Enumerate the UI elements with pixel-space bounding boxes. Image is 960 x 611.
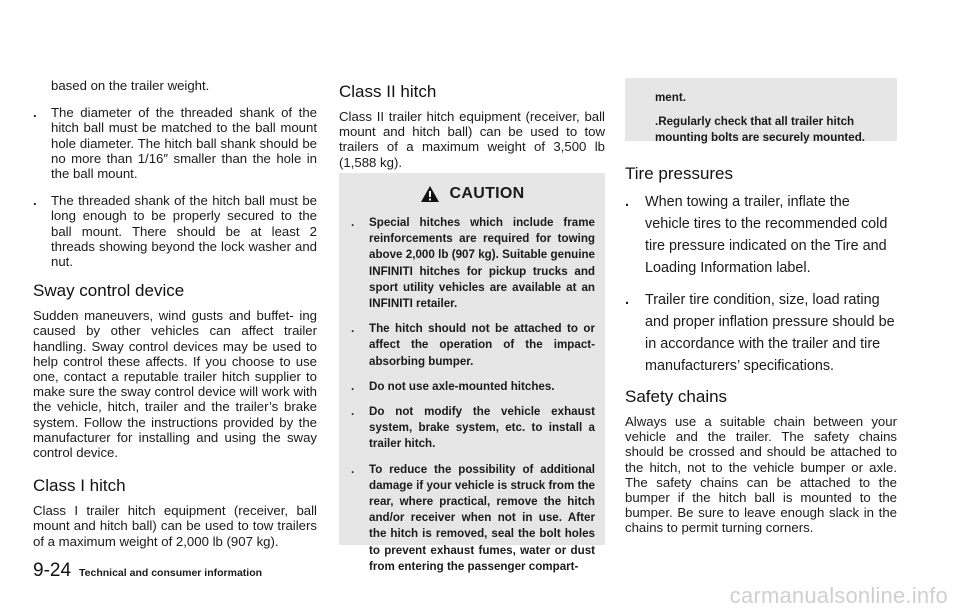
- class-2-hitch-text: Class II trailer hitch equipment (receiver, ball mount and hitch ball) can be used to tow trailers of a maximum weight of 3,500 lb (1,588 kg).: [339, 109, 605, 170]
- caution-continued-text: ment.: [655, 91, 686, 104]
- middle-column: [339, 78, 605, 170]
- bullet-icon: .: [351, 216, 355, 229]
- page-number: 9-24: [33, 560, 72, 581]
- tire-pressures-heading: Tire pressures: [625, 164, 734, 183]
- caution-continued-box: [625, 78, 897, 144]
- list-item: .Regularly check that all trailer hitch mounting bolts are securely mounted.: [655, 115, 866, 144]
- bullet-icon: .: [625, 292, 629, 308]
- safety-chains-heading: Safety chains: [625, 387, 728, 406]
- list-item: . When towing a trailer, inflate the vehicle tires to the recommended cold tire pressure indicated on the Tire and Loading Information label.: [625, 191, 897, 279]
- list-item: . Do not modify the vehicle exhaust system, brake system, etc. to install a trailer hitch.: [351, 405, 595, 451]
- list-item: . To reduce the possibility of additional damage if your vehicle is struck from the rear, where practical, remove the hitch and/or receiver when not in use. After the hitch is removed, seal the bolt holes to prevent exhaust fumes, water or dust from entering the passenger compart-: [351, 462, 595, 573]
- hitch-ball-list: [33, 105, 317, 269]
- caution-title: CAUTION: [449, 185, 525, 202]
- class-1-hitch-heading: Class I hitch: [33, 476, 126, 496]
- bullet-icon: .: [351, 405, 355, 419]
- class-1-hitch-text: Class I trailer hitch equipment (receiver, ball mount and hitch ball) can be used to tow trailers of a maximum weight of 2,000 lb (907 kg).: [33, 503, 317, 549]
- bullet-icon: .: [351, 322, 355, 336]
- list-item: . The hitch should not be attached to or affect the operation of the impact- absorbing bumper.: [351, 322, 595, 368]
- bullet-icon: .: [33, 105, 37, 121]
- list-item: . Do not use axle-mounted hitches.: [351, 379, 595, 395]
- list-item: . The threaded shank of the hitch ball must be long enough to be properly secured to the ball mount. There should be at least 2 threads showing beyond the lock washer and nut.: [33, 193, 317, 270]
- class-2-hitch-heading: Class II hitch: [339, 82, 437, 101]
- safety-chains-text: Always use a suitable chain between your vehicle and the trailer. The safety chains should be crossed and should be attached to the hitch, not to the vehicle bumper or axle. The safety chains can be attached to the bumper if the hitch ball is mounted to the bumper. Be sure to leave enough slack in the chains to permit turning corners.: [625, 414, 897, 536]
- continued-text: based on the trailer weight.: [51, 78, 210, 93]
- bullet-icon: .: [33, 193, 37, 209]
- caution-header: [339, 173, 605, 207]
- list-item: . The diameter of the threaded shank of the hitch ball must be matched to the ball mount hole diameter. The hitch ball shank should be no more than 1/16″ smaller than the hole in the ball mount.: [33, 105, 317, 182]
- bullet-icon: .: [351, 462, 355, 476]
- page-footer: [33, 560, 262, 582]
- sway-control-heading: Sway control device: [33, 281, 185, 301]
- section-title: Technical and consumer information: [79, 567, 263, 579]
- tire-pressures-list: [625, 191, 897, 377]
- caution-list: [339, 215, 605, 575]
- watermark: carmanualsonline.info: [729, 583, 948, 608]
- sway-control-text: Sudden maneuvers, wind gusts and buffet- ing caused by other vehicles can affect trailer handling. Sway control devices may be used to help control these affects. If you choose to use one, contact a reputable trailer hitch supplier to make sure the sway control device will work with the vehicle, hitch, trailer and the trailer’s brake system. Follow the instructions provided by the manufacturer for installing and using the sway control device.: [33, 308, 317, 461]
- warning-icon: [420, 185, 440, 203]
- caution-box: [339, 173, 605, 573]
- bullet-icon: .: [625, 194, 629, 210]
- bullet-icon: .: [351, 379, 355, 393]
- list-item: . Trailer tire condition, size, load rating and proper inflation pressure should be in accordance with the trailer and tire manufacturers’ specifications.: [625, 289, 897, 377]
- list-item: . Special hitches which include frame reinforcements are required for towing above 2,000 lb (907 kg). Suitable genuine INFINITI hitches for pickup trucks and sport utility vehicles are available at an INFINITI retailer.: [351, 216, 595, 311]
- left-column: [33, 78, 317, 549]
- bullet-icon: .: [655, 115, 659, 128]
